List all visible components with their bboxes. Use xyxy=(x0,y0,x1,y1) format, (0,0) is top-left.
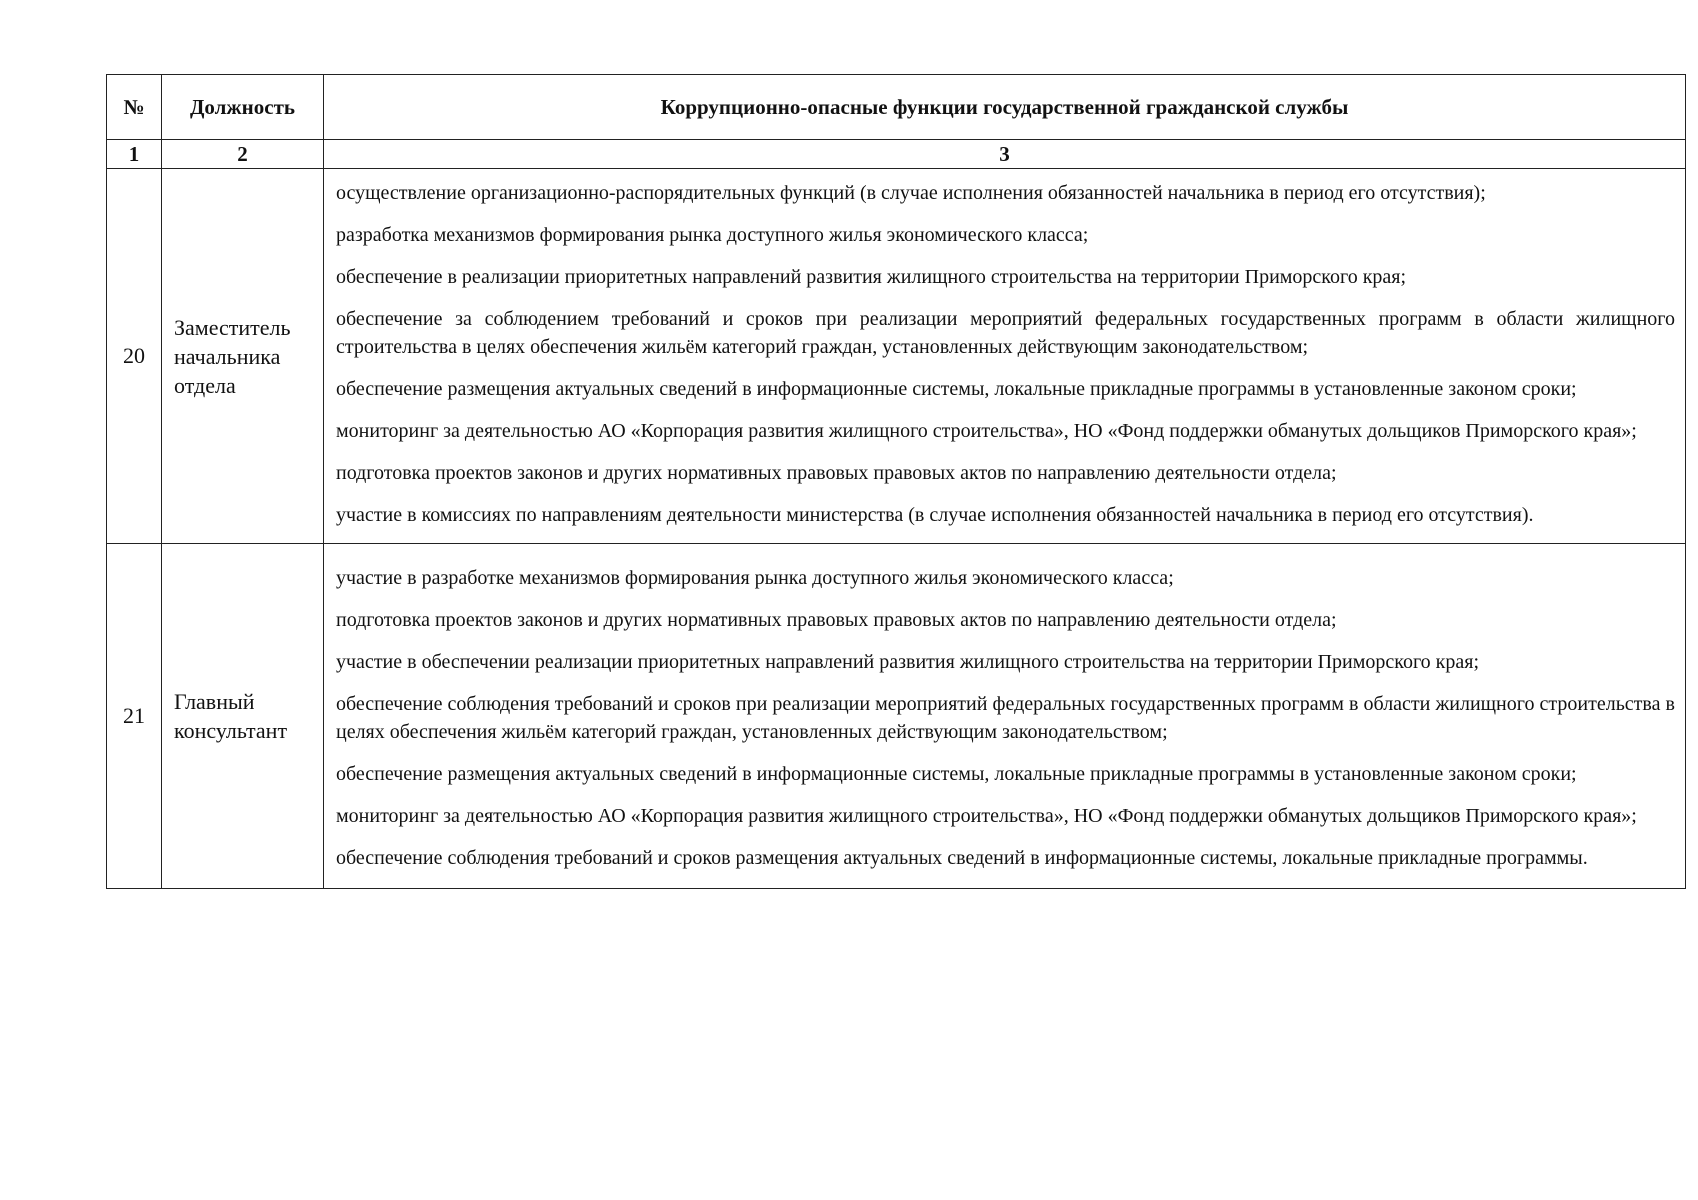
row-number: 21 xyxy=(107,544,162,889)
header-functions: Коррупционно-опасные функции государственной гражданской службы xyxy=(324,75,1686,140)
function-item: подготовка проектов законов и других нормативных правовых правовых актов по направлению деятельности отдела; xyxy=(336,462,1337,484)
position-line: консультант xyxy=(174,718,288,743)
position-line: Заместитель xyxy=(174,314,291,340)
function-item: обеспечение размещения актуальных сведений в информационные системы, локальные прикладные программы в установленные законом сроки; xyxy=(336,763,1577,785)
function-item: обеспечение соблюдения требований и сроков при реализации мероприятий федеральных государственных программ в области жилищного строительства в целях обеспечения жильём категорий граждан, установленных действующим законодательством; xyxy=(336,693,1675,743)
column-index-row xyxy=(107,140,1686,169)
function-item: осуществление организационно-распорядительных функций (в случае исполнения обязанностей начальника в период его отсутствия); xyxy=(336,182,1486,204)
function-item: обеспечение размещения актуальных сведений в информационные системы, локальные прикладные программы в установленные законом сроки; xyxy=(336,378,1577,400)
column-index: 3 xyxy=(324,140,1686,169)
row-number: 20 xyxy=(107,169,162,544)
position-line: начальника xyxy=(174,343,281,369)
header-num: № xyxy=(107,75,162,140)
function-item: участие в разработке механизмов формирования рынка доступного жилья экономического класса; xyxy=(336,567,1174,589)
function-item: подготовка проектов законов и других нормативных правовых правовых актов по направлению деятельности отдела; xyxy=(336,609,1337,631)
table-row xyxy=(107,169,1686,544)
function-item: мониторинг за деятельностью АО «Корпорация развития жилищного строительства», НО «Фонд поддержки обманутых дольщиков Приморского края»; xyxy=(336,805,1637,827)
position-line: отдела xyxy=(174,372,236,398)
column-index: 1 xyxy=(107,140,162,169)
table-header-row xyxy=(107,75,1686,140)
position-cell xyxy=(162,169,324,544)
function-item: участие в комиссиях по направлениям деятельности министерства (в случае исполнения обязанностей начальника в период его отсутствия). xyxy=(336,504,1534,526)
function-item: обеспечение в реализации приоритетных направлений развития жилищного строительства на территории Приморского края; xyxy=(336,266,1407,288)
function-item: мониторинг за деятельностью АО «Корпорация развития жилищного строительства», НО «Фонд поддержки обманутых дольщиков Приморского края»; xyxy=(336,420,1637,442)
position-line: Главный xyxy=(174,689,255,714)
header-position: Должность xyxy=(162,75,324,140)
function-item: участие в обеспечении реализации приоритетных направлений развития жилищного строительства на территории Приморского края; xyxy=(336,651,1480,673)
function-item: обеспечение за соблюдением требований и сроков при реализации мероприятий федеральных государственных программ в области жилищного строительства в целях обеспечения жильём категорий граждан, установленных действующим законодательством; xyxy=(336,308,1675,358)
function-item: обеспечение соблюдения требований и сроков размещения актуальных сведений в информационные системы, локальные прикладные программы. xyxy=(336,847,1588,869)
column-index: 2 xyxy=(162,140,324,169)
functions-cell xyxy=(324,169,1686,544)
position-cell xyxy=(162,544,324,889)
corruption-functions-table xyxy=(106,74,1686,889)
function-item: разработка механизмов формирования рынка доступного жилья экономического класса; xyxy=(336,224,1089,246)
functions-cell xyxy=(324,544,1686,889)
table-row xyxy=(107,544,1686,889)
